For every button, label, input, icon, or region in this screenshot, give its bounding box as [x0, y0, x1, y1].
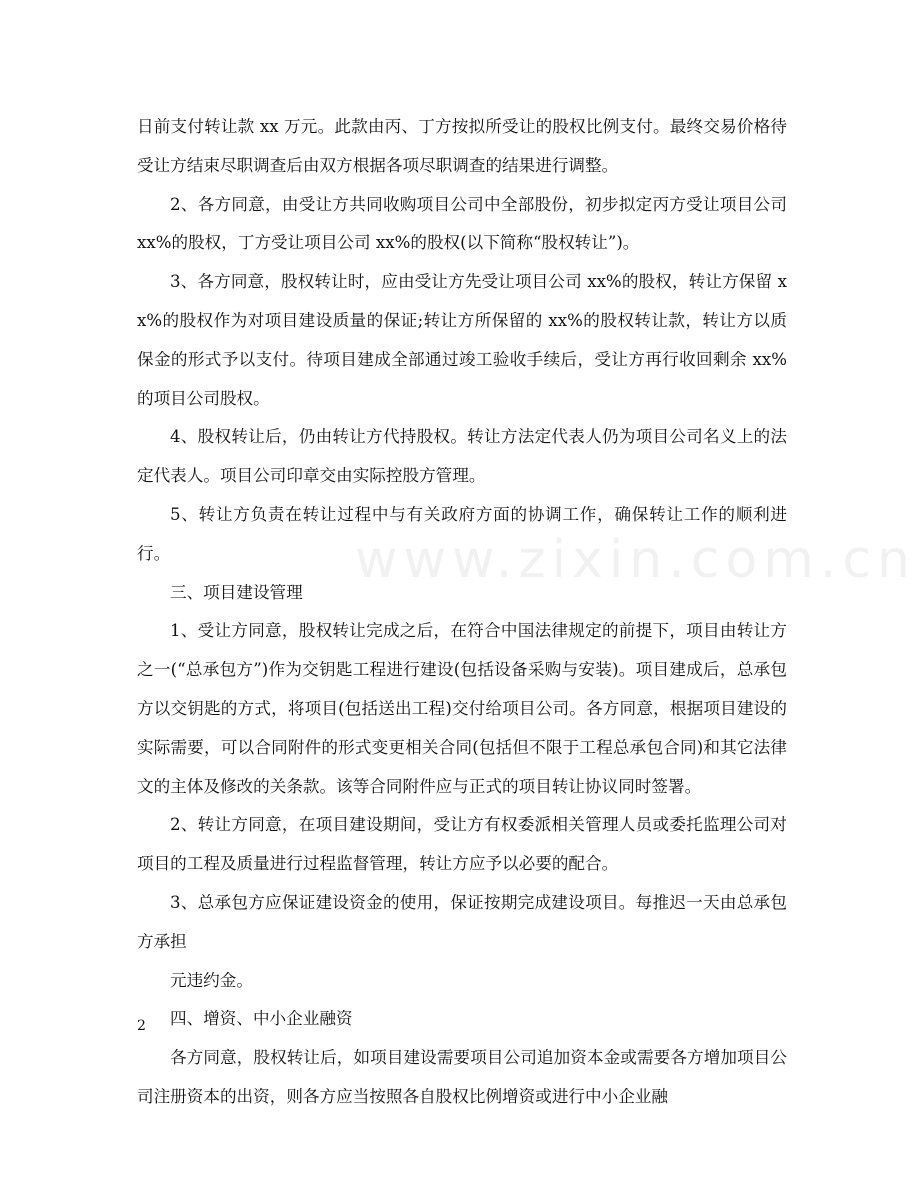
paragraph-construction-3: 3、总承包方应保证建设资金的使用，保证按期完成建设项目。每推迟一天由总承包方承担	[137, 892, 787, 951]
paragraph-penalty: 元违约金。	[170, 970, 253, 990]
paragraph-clause-4: 4、股权转让后，仍由转让方代持股权。转让方法定代表人仍为项目公司名义上的法定代表人。项目公司印章交由实际控股方管理。	[137, 427, 787, 486]
watermark-text: www.zixin.com.cn	[355, 530, 916, 590]
paragraph-capital-increase: 各方同意，股权转让后，如项目建设需要项目公司追加资本金或需要各方增加项目公司注册资本的出资，则各方应当按照各自股权比例增资或进行中小企业融	[137, 1048, 787, 1106]
document-body	[137, 108, 787, 1117]
paragraph-clause-3: 3、各方同意，股权转让时，应由受让方先受让项目公司 xx%的股权，转让方保留 xx%的股权作为对项目建设质量的保证;转让方所保留的 xx%的股权转让款，转让方以质保金的形式予以支付。待项目建成全部通过竣工验收手续后，受让方再行收回剩余 xx%的项目公司股权。	[137, 272, 787, 408]
paragraph-clause-5: 5、转让方负责在转让过程中与有关政府方面的协调工作，确保转让工作的顺利进行。	[137, 504, 787, 563]
section-heading-project-construction: 三、项目建设管理	[170, 582, 303, 602]
paragraph-construction-1: 1、受让方同意，股权转让完成之后，在符合中国法律规定的前提下，项目由转让方之一(“总承包方”)作为交钥匙工程进行建设(包括设备采购与安装)。项目建成后，总承包方以交钥匙的方式，将项目(包括送出工程)交付给项目公司。各方同意，根据项目建设的实际需要，可以合同附件的形式变更相关合同(包括但不限于工程总承包合同)和其它法律文的主体及修改的关条款。该等合同附件应与正式的项目转让协议同时签署。	[137, 621, 787, 796]
section-heading-capital-increase: 四、增资、中小企业融资	[170, 1009, 353, 1029]
page-number: 2	[137, 1018, 146, 1034]
paragraph-clause-2: 2、各方同意，由受让方共同收购项目公司中全部股份，初步拟定丙方受让项目公司 xx%的股权，丁方受让项目公司 xx%的股权(以下简称“股权转让”)。	[137, 194, 787, 253]
paragraph-payment-terms: 日前支付转让款 xx 万元。此款由丙、丁方按拟所受让的股权比例支付。最终交易价格待受让方结束尽职调查后由双方根据各项尽职调查的结果进行调整。	[137, 117, 787, 175]
paragraph-construction-2: 2、转让方同意，在项目建设期间，受让方有权委派相关管理人员或委托监理公司对项目的工程及质量进行过程监督管理，转让方应予以必要的配合。	[137, 815, 787, 874]
